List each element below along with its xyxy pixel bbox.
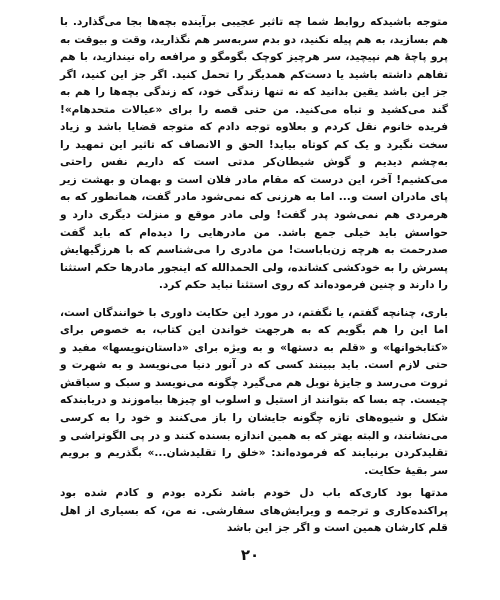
paragraph-1: متوجه باشیدکه روابط شما چه تاثیر عجیبی برآینده بچه‌ها بجا می‌گذارد. با هم بسازید، به هم پیله نکنید، دو بدم سربه‌سر هم نگذارید، وقت و بیوقت به پرو پاچهٔ هم نپیچید، سر هرچیز کوچک بگومگو و مرافعه راه نیندازید، با هم تفاهم داشته باشید یا دست‌کم همدیگر را تحمل کنید. اگر جز این کنید، اگر جز این باشد یقین بدانید که نه تنها زندگی خود، که زندگی بچه‌ها را هم به گند می‌کشید و تباه می‌کنید. من حتی قصه را برای «عیالات متحدهام»! فریده خانوم نقل کردم و بعلاوه توجه دادم که متوجه قضایا باشد و زیاد سخت نگیرد و یک کم کوتاه بیاید! الحق و الانصاف که تاثیر این تمهید را به‌چشم دیدیم و گوش شیطان‌کر مدتی است که داریم نفس راحتی می‌کشیم! آخر، این درست که مقام مادر فلان است و بهمان و بهشت زیر پای مادران است و... اما به هرزنی که نمی‌شود مادر گفت، همانطور که به هرمردی هم نمی‌شود پدر گفت! ولی مادر موقع و منزلت دیگری دارد و حواسش باید خیلی جمع باشد. من مادرهایی را دیده‌ام که باید گفت صدرحمت به هرچه زن‌باباست! من مادری را می‌شناسم که با هرزگیهایش پسرش را به خودکشی کشانده، ولی الحمدالله که اینجور مادرها حکم استثنا را دارند و چنین فرموده‌اند که روی استثنا نباید حکم کرد.	[60, 16, 448, 292]
paragraph-3: مدتها بود کاری‌که باب دل خودم باشد نکرده بودم و کادم شده بود پراکنده‌کاری و ترجمه و ویرایش‌های سفارشی. نه من، که بسیاری از اهل قلم کارشان همین است و اگر جز این باشد	[60, 487, 448, 535]
body-text	[60, 14, 448, 543]
paragraph-2: باری، چنانچه گفتم، یا نگفتم، در مورد این حکایت داوری با خوانندگان است، اما این را هم بگویم که به هرجهت خواندن این کتاب، به خصوص برای «کتابخوانها» و «قلم به دستها» و به ویژه برای «داستان‌نویسها» مفید و حتی لازم است. باید ببینند کسی که در آنور دنیا می‌نویسد و به شهرت و ثروت می‌رسد و جایزهٔ نوبل هم می‌گیرد چگونه می‌نویسد و سبک و سیاقش چیست. چه بسا که بتوانند از استیل و اسلوب او چیزها بیاموزند و دریابندکه شکل و شیوه‌های تازه چگونه جایشان را باز می‌کنند و خود را به کرسی می‌نشانند، و البته بهتر که به همین اندازه بسنده کنند و در پی الگوتراشی و تقلیدکردن برنیایند که فرموده‌اند: «خلق را تقلیدشان...» بگذریم و برویم سر بقیهٔ حکایت.	[60, 306, 448, 477]
page-number: ۲۰	[240, 546, 260, 564]
